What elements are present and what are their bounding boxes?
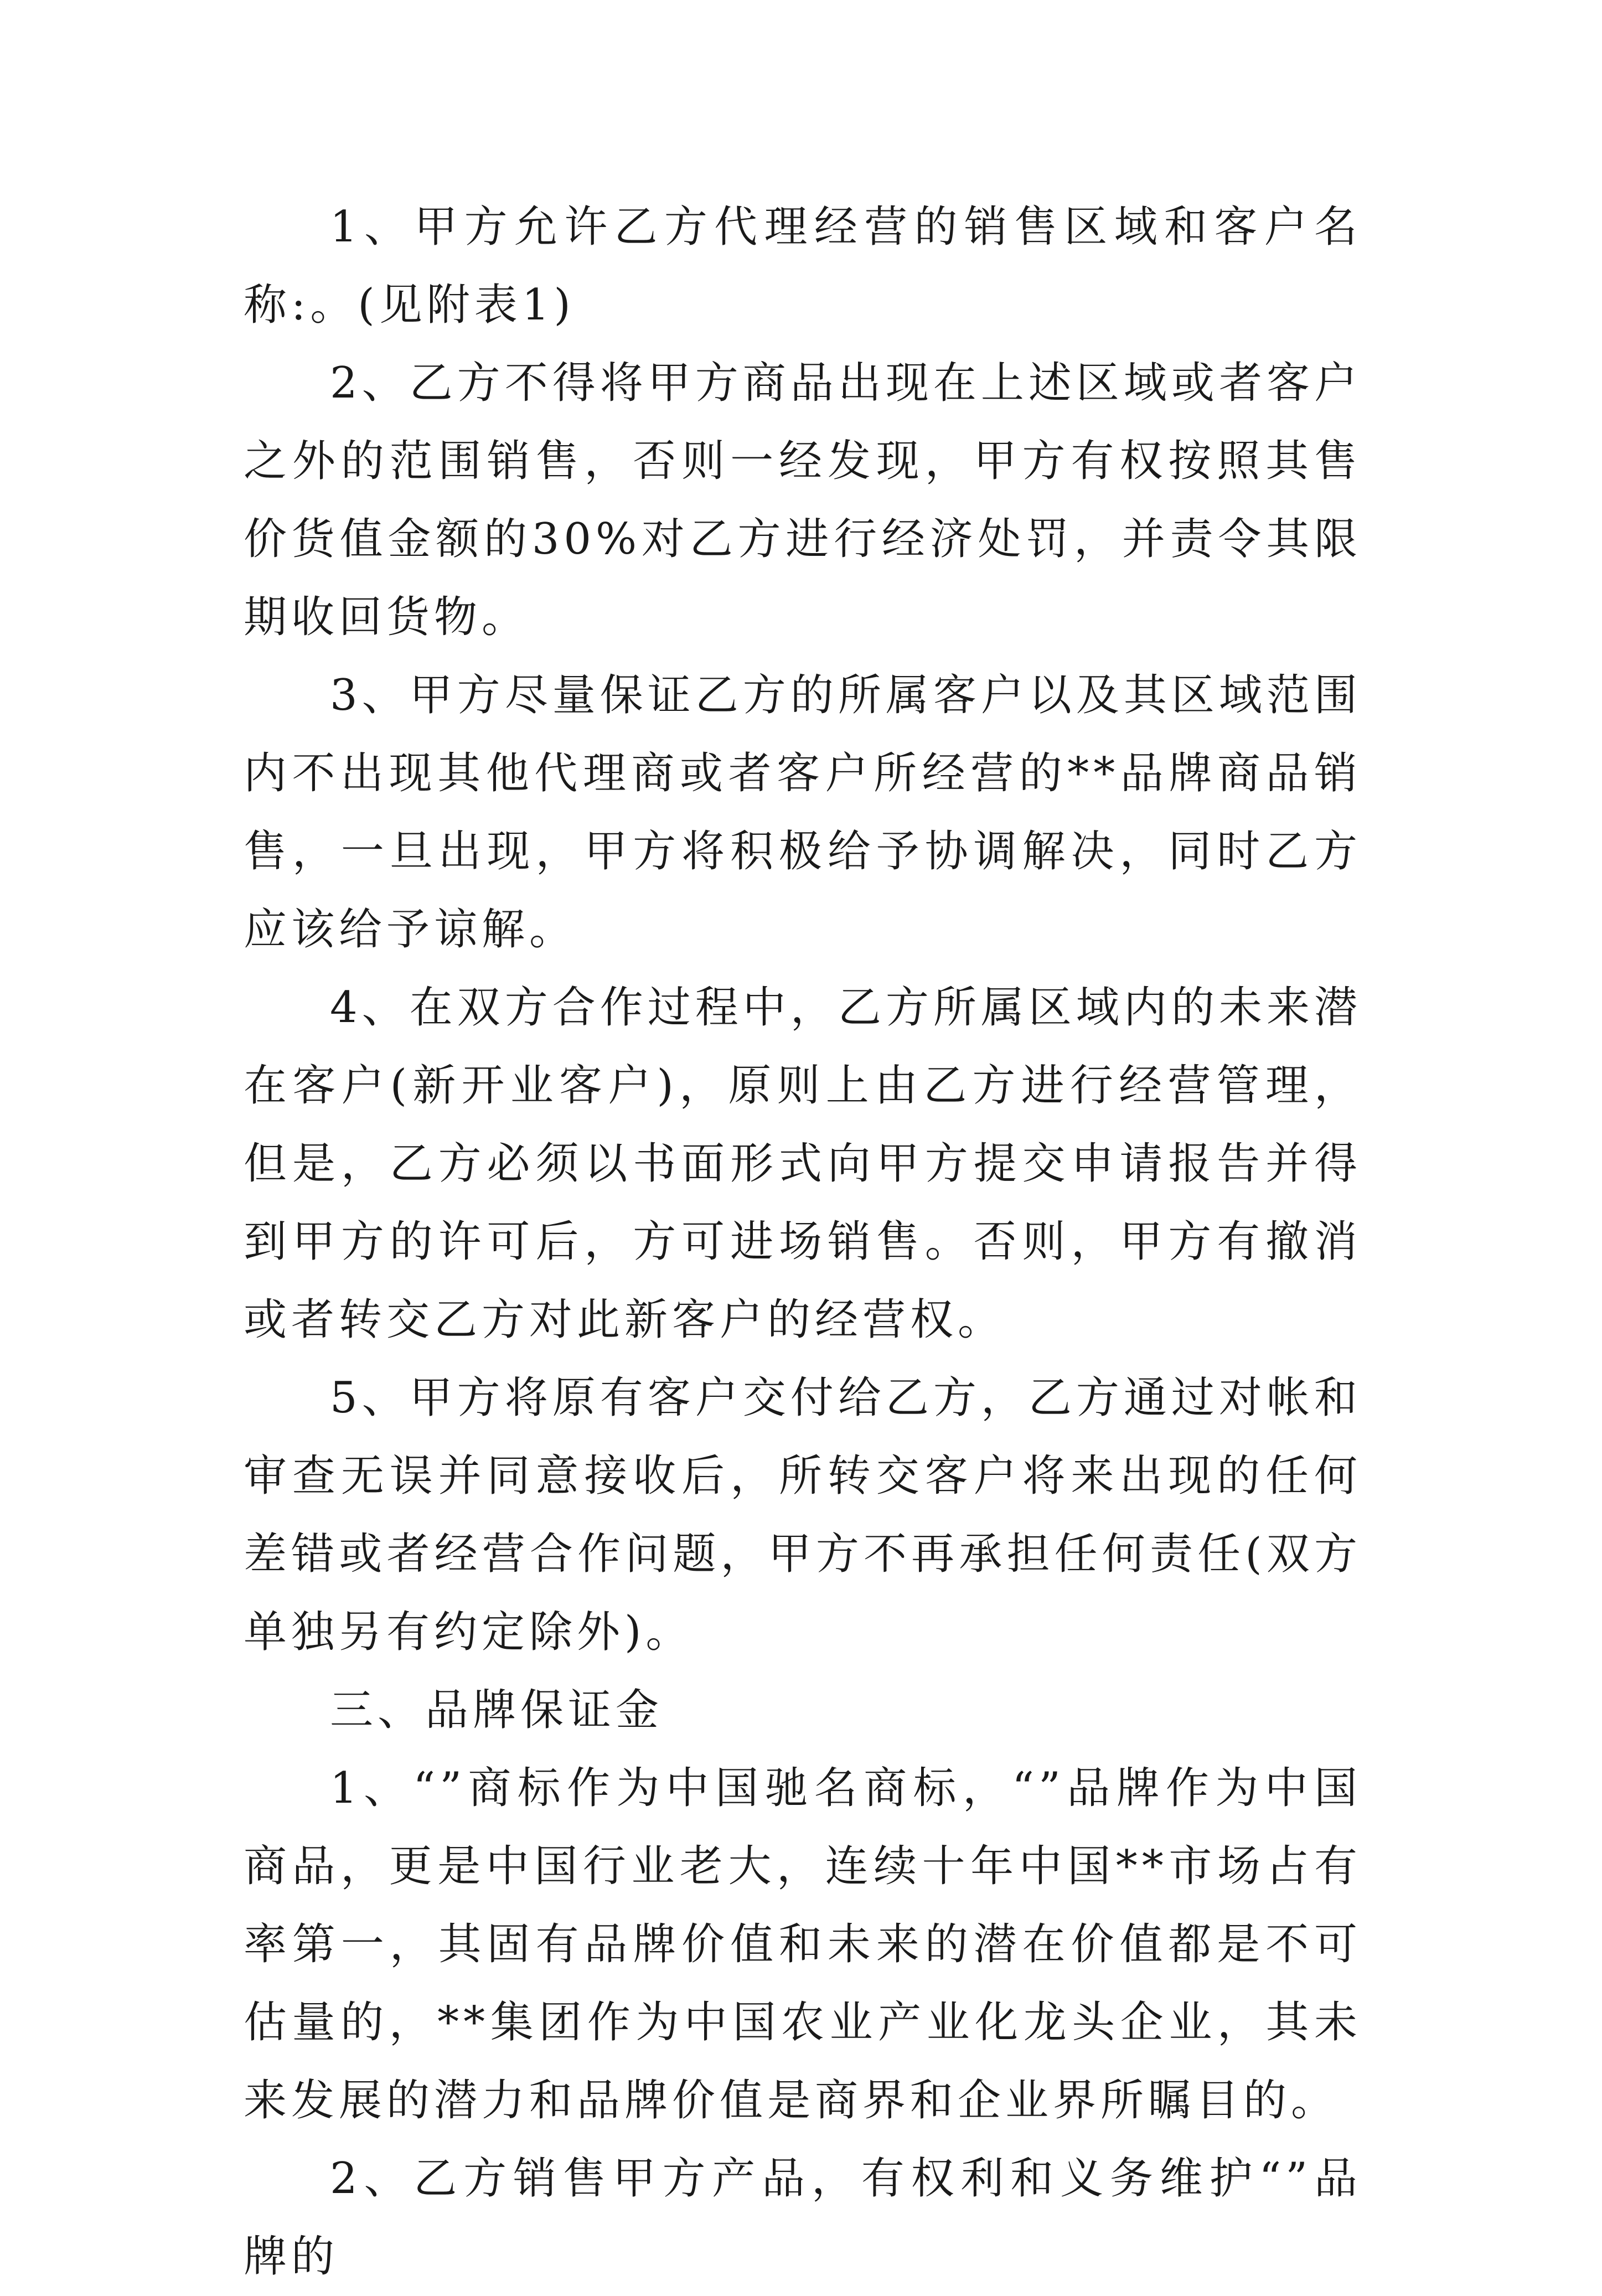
document-body: [244, 188, 1362, 2296]
paragraph-clause-3-exclusivity: 3、甲方尽量保证乙方的所属客户以及其区域范围内不出现其他代理商或者客户所经营的**品牌商品销售，一旦出现，甲方将积极给予协调解决，同时乙方应该给予谅解。: [244, 670, 1362, 954]
paragraph-clause-4-new-customers: 4、在双方合作过程中，乙方所属区域内的未来潜在客户(新开业客户)，原则上由乙方进行经营管理，但是，乙方必须以书面形式向甲方提交申请报告并得到甲方的许可后，方可进场销售。否则，甲方有撤消或者转交乙方对此新客户的经营权。: [244, 983, 1362, 1345]
paragraph-clause-1-sales-area: 1、甲方允许乙方代理经营的销售区域和客户名称:。(见附表1): [244, 202, 1362, 330]
paragraph-brand-clause-2-brand-protection: 2、乙方销售甲方产品，有权利和义务维护“”品牌的: [244, 2154, 1362, 2282]
paragraph-brand-clause-1-brand-value: 1、“”商标作为中国驰名商标，“”品牌作为中国商品，更是中国行业老大，连续十年中国**市场占有率第一，其固有品牌价值和未来的潜在价值都是不可估量的，**集团作为中国农业产业化龙头企业，其未来发展的潜力和品牌价值是商界和企业界所瞩目的。: [244, 1763, 1362, 2125]
paragraph-clause-5-customer-handover: 5、甲方将原有客户交付给乙方，乙方通过对帐和审查无误并同意接收后，所转交客户将来出现的任何差错或者经营合作问题，甲方不再承担任何责任(双方单独另有约定除外)。: [244, 1373, 1362, 1657]
section-heading-brand-deposit: 三、品牌保证金: [330, 1685, 664, 1735]
paragraph-clause-2-out-of-area-penalty: 2、乙方不得将甲方商品出现在上述区域或者客户之外的范围销售，否则一经发现，甲方有权按照其售价货值金额的30%对乙方进行经济处罚，并责令其限期收回货物。: [244, 358, 1362, 642]
